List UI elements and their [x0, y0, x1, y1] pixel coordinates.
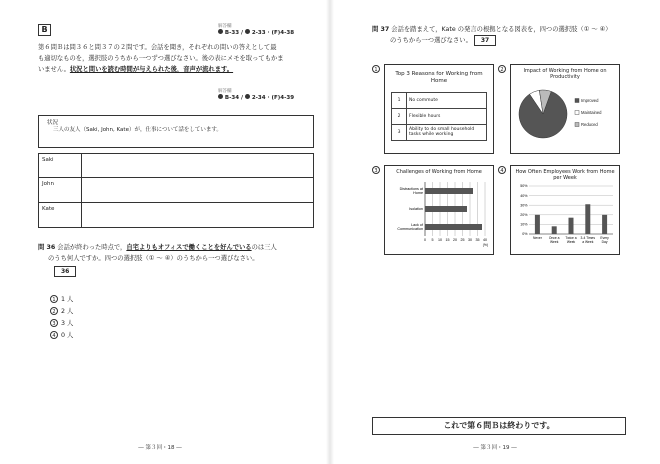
memo-name: Saki — [39, 154, 82, 177]
memo-cell[interactable] — [82, 154, 313, 177]
page-gutter — [326, 0, 334, 464]
question-37 — [372, 24, 642, 46]
pie-chart — [515, 84, 615, 146]
option-1-title: Top 3 Reasons for Working from Home — [395, 71, 483, 85]
hbar-chart — [389, 176, 491, 248]
track-caption: 解答欄 — [218, 89, 232, 94]
answer-box-37: 37 — [474, 35, 496, 46]
track-code: B-33 / 2-33 · (F)4-38 — [218, 29, 308, 37]
table-row: 3 Ability to do small household tasks while working — [392, 124, 487, 140]
x-tick-label: 40 — [483, 237, 487, 242]
x-tick-label: 5 — [431, 237, 434, 242]
option-item[interactable]: 4 0 人 — [50, 330, 150, 342]
option-4-panel — [510, 165, 620, 255]
intro-line: も適切なものを，選択肢のうちから一つずつ選びなさい。後の表にメモを取ってもかま — [38, 55, 284, 63]
track-code: B-34 / 2-34 · (F)4-39 — [218, 94, 308, 102]
category-label: Lack of Communication — [397, 222, 423, 231]
category-label: 3-4 Times a Week — [580, 235, 596, 244]
bar — [425, 206, 467, 212]
disc-icon — [218, 94, 223, 99]
option-2-title: Impact of Working from Home on Productivity — [523, 68, 607, 80]
bar — [585, 204, 590, 234]
category-label: Never — [533, 235, 542, 240]
x-tick-label: 10 — [438, 237, 442, 242]
page-footer-left: ― 第３回・18 ― — [138, 445, 182, 451]
legend-label: Improved — [581, 97, 599, 103]
memo-row — [38, 178, 314, 203]
option-item[interactable]: 3 3 人 — [50, 318, 150, 330]
x-tick-label: 35 — [475, 237, 480, 242]
section-label: B — [38, 24, 51, 36]
option-1-panel — [384, 64, 494, 154]
memo-table — [38, 153, 314, 228]
q36-line2: のうち何人ですか。四つの選択肢（① ～ ④）のうちから一つ選びなさい。 — [48, 255, 259, 263]
legend-swatch — [575, 110, 579, 114]
legend-swatch — [575, 98, 579, 102]
option-number: 2 — [50, 307, 58, 315]
q36-line1: 問 36 会話が終わった時点で，自宅よりもオフィスで働くことを好んでいるのは三人 — [38, 244, 277, 251]
table-row: 1 No commute — [392, 92, 487, 108]
memo-row — [38, 153, 314, 178]
question-36 — [38, 242, 314, 277]
disc-icon — [245, 94, 250, 99]
x-unit: (%) — [482, 242, 488, 247]
option-3-number[interactable]: 3 — [372, 166, 380, 174]
audio-track-info-2 — [218, 89, 308, 103]
situation-box — [38, 115, 314, 148]
disc-icon — [218, 29, 223, 34]
q36-emphasis: 自宅よりもオフィスで働くことを好んでいる — [126, 244, 252, 251]
y-tick-label: 20% — [520, 212, 528, 217]
x-tick-label: 0 — [424, 237, 426, 242]
option-number: 1 — [50, 295, 58, 303]
y-tick-label: 50% — [520, 183, 528, 188]
memo-name: Kate — [39, 203, 82, 227]
answer-box-36: 36 — [54, 266, 76, 277]
bar — [552, 226, 557, 234]
q36-options — [50, 294, 150, 342]
category-label: Once a Week — [548, 235, 560, 244]
bar — [425, 224, 482, 230]
q36-label: 問 36 — [38, 244, 56, 251]
end-banner: これで第６問Ｂは終わりです。 — [372, 417, 626, 435]
option-number: 4 — [50, 331, 58, 339]
x-tick-label: 20 — [453, 237, 457, 242]
page-footer-right: ― 第３回・19 ― — [473, 445, 517, 451]
bar — [602, 214, 607, 233]
vbar-chart — [515, 182, 617, 252]
reasons-table — [391, 92, 487, 141]
q37-line1: 問 37 会話を踏まえて，Kate の発言の根拠となる図表を，四つの選択肢（① ～ ④） — [372, 26, 612, 33]
category-label: Isolation — [409, 206, 423, 211]
disc-icon — [245, 29, 250, 34]
track-caption: 解答欄 — [218, 24, 232, 29]
q37-line2: のうちから一つ選びなさい。 37 — [390, 35, 642, 46]
y-tick-label: 0% — [522, 231, 528, 236]
q37-label: 問 37 — [372, 26, 390, 33]
option-4-number[interactable]: 4 — [498, 166, 506, 174]
bar — [535, 214, 540, 233]
intro-emphasis: 状況と問いを読む時間が与えられた後，音声が流れます。 — [69, 66, 234, 74]
memo-cell[interactable] — [82, 178, 313, 202]
instructions — [38, 42, 310, 75]
memo-name: John — [39, 178, 82, 202]
option-2-number[interactable]: 2 — [498, 65, 506, 73]
y-tick-label: 10% — [520, 222, 528, 227]
x-tick-label: 30 — [468, 237, 472, 242]
option-item[interactable]: 2 2 人 — [50, 306, 150, 318]
category-label: Twice a Week — [565, 235, 577, 244]
table-row: 2 Flexible hours — [392, 108, 487, 124]
option-2-panel — [510, 64, 620, 154]
option-3-panel — [384, 165, 494, 255]
option-1-number[interactable]: 1 — [372, 65, 380, 73]
intro-line: いません。状況と問いを読む時間が与えられた後，音声が流れます。 — [38, 66, 234, 74]
legend-label: Maintained — [581, 109, 602, 115]
x-tick-label: 15 — [445, 237, 450, 242]
legend-label: Reduced — [581, 121, 598, 127]
category-label: Every Day — [600, 235, 609, 244]
intro-line: 第６問Ｂは問３６と問３７の２問です。会話を聞き，それぞれの問いの答えとして最 — [38, 44, 277, 51]
memo-row — [38, 203, 314, 228]
option-4-title: How Often Employees Work from Home per Week — [515, 169, 615, 181]
bar — [425, 188, 473, 194]
memo-cell[interactable] — [82, 203, 313, 227]
situation-title: 状況 — [47, 120, 59, 126]
situation-text: 三人の友人（Saki, John, Kate）が，仕事について話をしています。 — [53, 127, 222, 134]
option-3-title: Challenges of Working from Home — [396, 169, 482, 175]
y-tick-label: 30% — [520, 202, 528, 207]
legend-swatch — [575, 122, 579, 126]
x-tick-label: 25 — [460, 237, 465, 242]
category-label: Distractions at Home — [399, 186, 423, 195]
y-tick-label: 40% — [520, 193, 528, 198]
option-number: 3 — [50, 319, 58, 327]
audio-track-info-1 — [218, 24, 308, 38]
option-item[interactable]: 1 1 人 — [50, 294, 150, 306]
bar — [569, 217, 574, 233]
